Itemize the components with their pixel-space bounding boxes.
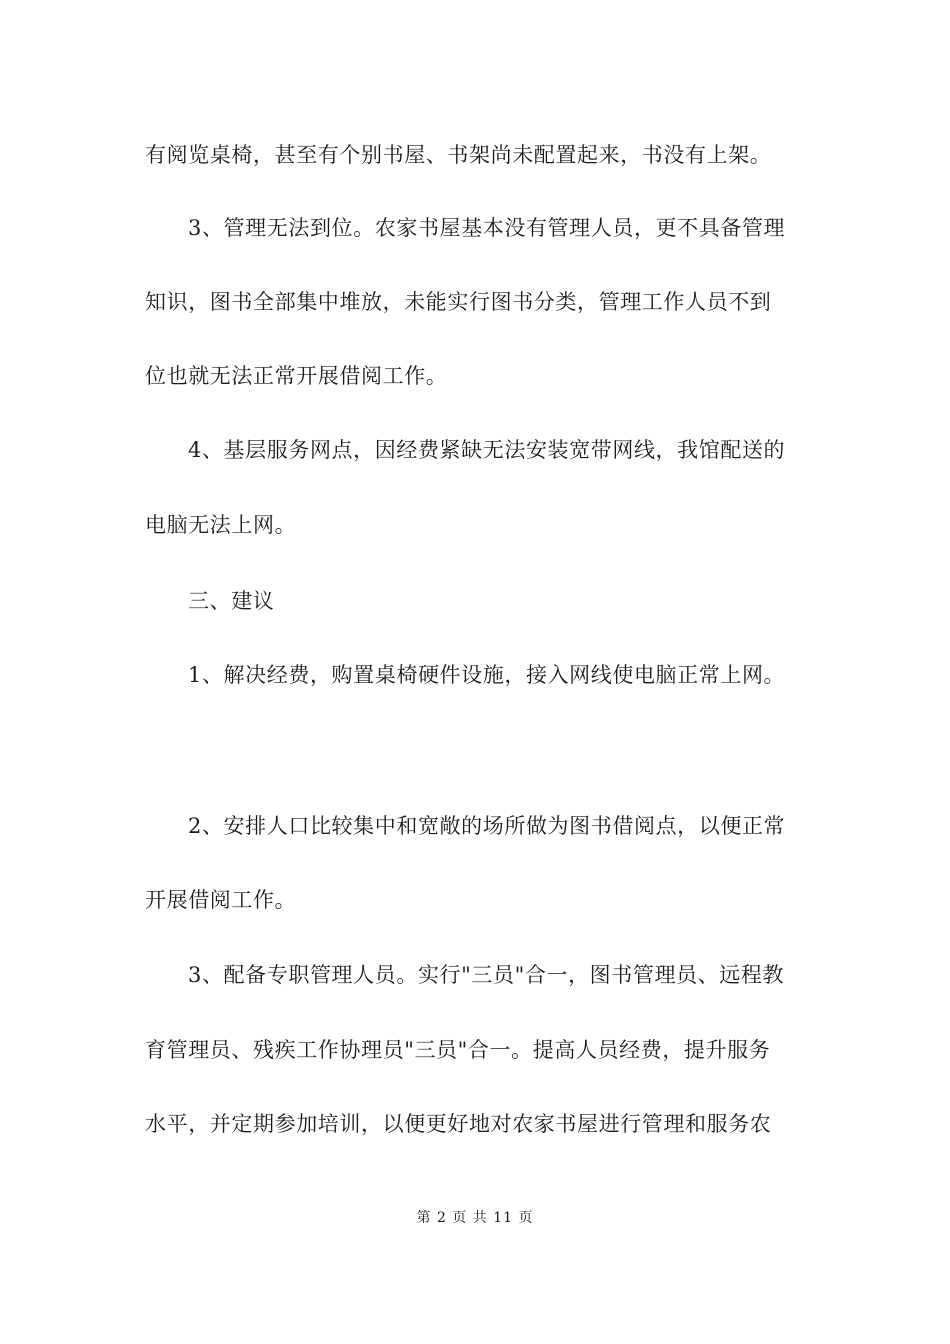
- text-line-12: 育管理员、残疾工作协理员"三员"合一。提高人员经费，提升服务: [145, 1038, 771, 1062]
- text-line-5: 4、基层服务网点，因经费紧缺无法安装宽带网线，我馆配送的: [188, 438, 786, 462]
- text-line-10: 开展借阅工作。: [145, 888, 297, 912]
- section-heading: 三、建议: [188, 589, 275, 613]
- text-line-11: 3、配备专职管理人员。实行"三员"合一，图书管理员、远程教: [188, 963, 785, 987]
- text-line-1: 有阅览桌椅，甚至有个别书屋、书架尚未配置起来，书没有上架。: [145, 143, 772, 167]
- text-line-6: 电脑无法上网。: [145, 513, 297, 537]
- text-line-4: 位也就无法正常开展借阅工作。: [145, 364, 448, 388]
- text-line-13: 水平，并定期参加培训，以便更好地对农家书屋进行管理和服务农: [145, 1112, 772, 1136]
- text-line-2: 3、管理无法到位。农家书屋基本没有管理人员，更不具备管理: [188, 216, 786, 240]
- text-line-3: 知识，图书全部集中堆放，未能实行图书分类，管理工作人员不到: [145, 290, 772, 314]
- text-line-8: 1、解决经费，购置桌椅硬件设施，接入网线使电脑正常上网。: [188, 663, 786, 687]
- page-number-footer: 第 2 页 共 11 页: [416, 1210, 534, 1226]
- text-line-9: 2、安排人口比较集中和宽敞的场所做为图书借阅点，以便正常: [188, 814, 786, 838]
